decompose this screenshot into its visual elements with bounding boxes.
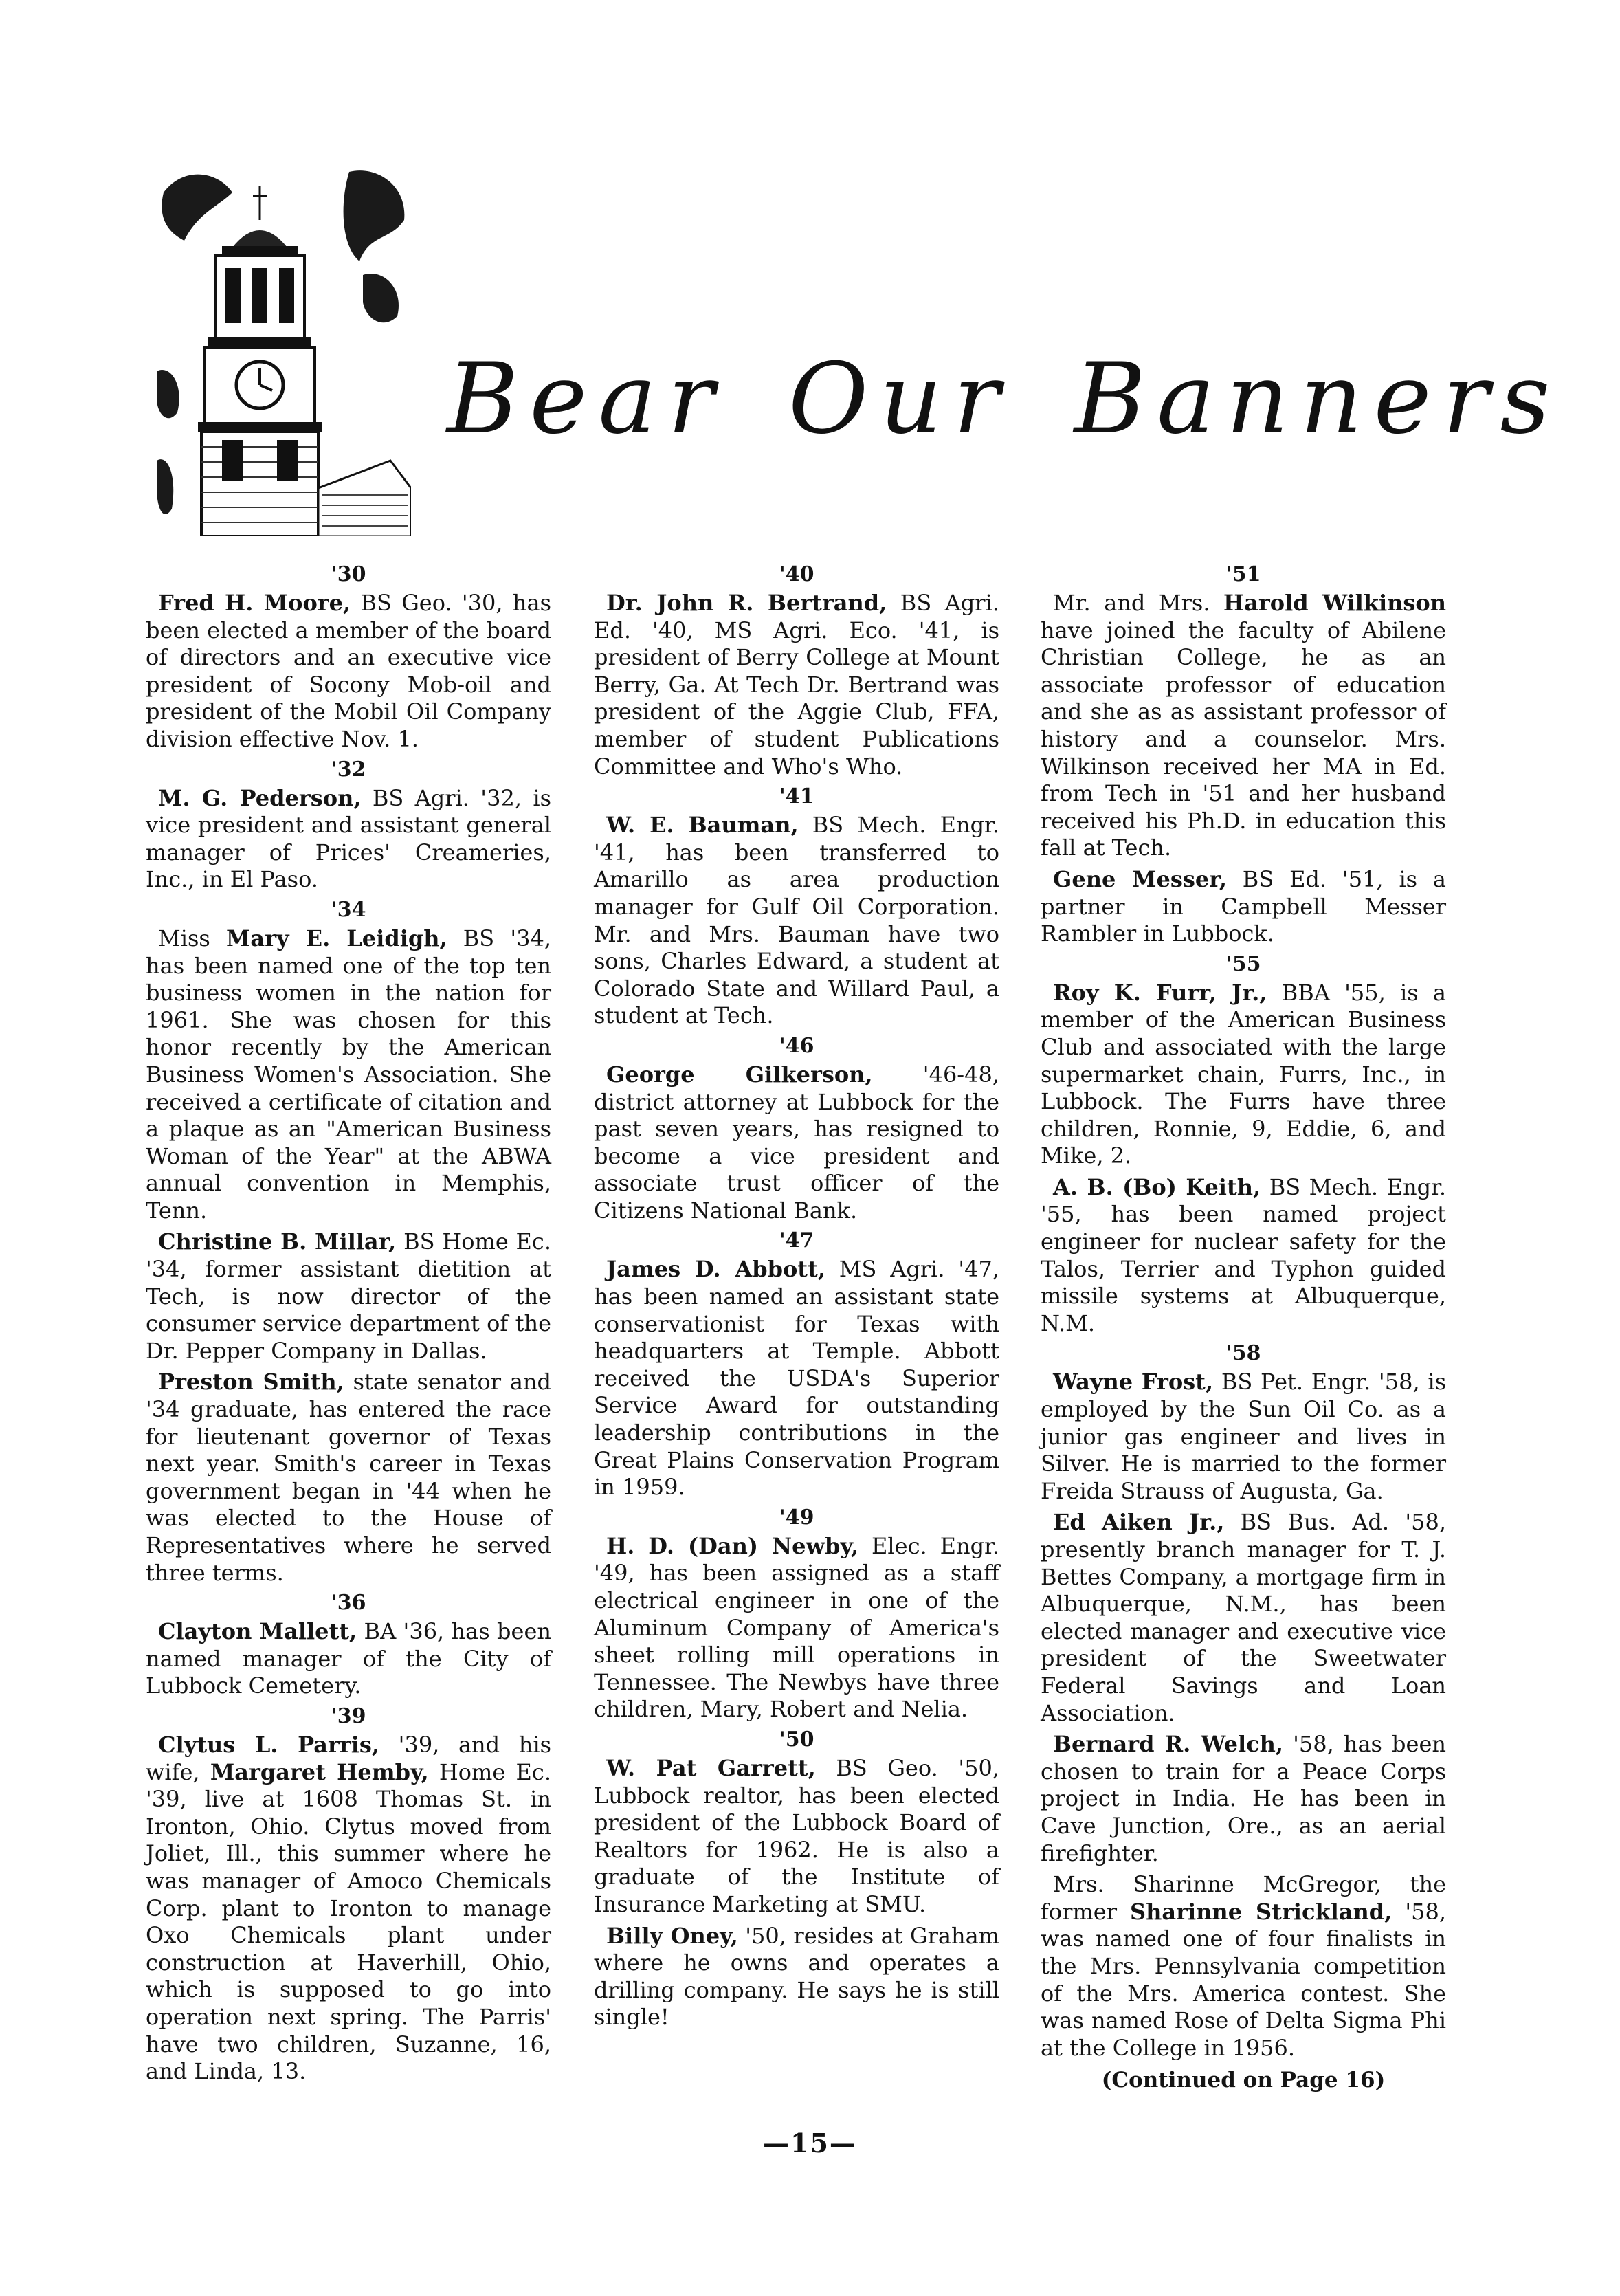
title-word-3: Banners: [1074, 342, 1562, 456]
class-year-heading: '46: [779, 1033, 814, 1058]
alumni-entry: [1041, 1509, 1446, 1727]
entry-text: BS Ed. '51, is a partner in Campbell Messer Rambler in Lubbock.: [1041, 865, 1447, 947]
entry-prefix: Mrs. Sharinne McGregor, the former: [1041, 1871, 1446, 1925]
entry-text: BS Agri. Ed. '40, MS Agri. Eco. '41, is president of Berry College at Mount Berry, Ga. At Tech Dr. Bertrand was president of the Aggie Club, FFA, member of student Publications Committee and Who's Who.: [594, 590, 1000, 780]
entry-text: BS Bus. Ad. '58, presently branch manager for T. J. Bettes Company, a mortgage firm in Albuquerque, N.M., has been elected manager and executive vice president of the Sweetwater Federal Savings and Loan Association.: [1041, 1509, 1447, 1726]
title-word-2: Our: [788, 342, 1011, 456]
class-year-heading: '49: [779, 1505, 814, 1530]
alumnus-name: A. B. (Bo) Keith,: [1053, 1173, 1261, 1200]
continued-note: (Continued on Page 16): [1101, 2068, 1386, 2093]
alumni-entry: [594, 1755, 999, 1919]
entry-text: have joined the faculty of Abilene Christian College, he as an associate professor of education and she as as assistant professor of history and a counselor. Mrs. Wilkinson received her MA in Ed. from Tech in '51 and her husband received his Ph.D. in education this fall at Tech.: [1041, 617, 1446, 861]
entry-text: BS Home Ec. '34, former assistant dietition at Tech, is now director of the consumer service department of the Dr. Pepper Company in Dallas.: [146, 1228, 551, 1364]
alumni-entry: [594, 590, 999, 780]
alumni-entry: [146, 1369, 551, 1587]
class-year-heading: '30: [331, 562, 366, 586]
entry-text: BA '36, has been named manager of the City of Lubbock Cemetery.: [146, 1618, 552, 1699]
entry-prefix: Miss: [158, 925, 226, 951]
entry-text: '39, and his wife,: [146, 1731, 551, 1785]
alumnus-name: H. D. (Dan) Newby,: [606, 1532, 859, 1559]
alumnus-name: Harold Wilkinson: [1223, 590, 1446, 616]
alumnus-name: Gene Messer,: [1053, 865, 1227, 892]
alumni-entry: [146, 925, 551, 1225]
clock-tower-illustration: [157, 165, 411, 536]
alumni-entry: [1041, 1871, 1446, 2062]
class-year-heading: '58: [1225, 1341, 1261, 1366]
alumnus-name: James D. Abbott,: [606, 1256, 825, 1283]
alumni-entry: [1041, 980, 1446, 1170]
alumnus-name: Billy Oney,: [606, 1922, 738, 1949]
entry-prefix: Mr. and Mrs.: [1053, 590, 1223, 616]
class-year-heading: '50: [779, 1727, 814, 1752]
entry-text: '50, resides at Graham where he owns and operates a drilling company. He says he is still single!: [594, 1922, 999, 2031]
entry-text: BS Geo. '50, Lubbock realtor, has been elected president of the Lubbock Board of Realtors for 1962. He is also a graduate of the Institute of Insurance Marketing at SMU.: [594, 1754, 1000, 1917]
alumni-entry: [1041, 590, 1446, 862]
alumni-entry: [594, 1256, 999, 1501]
alumni-entry: [594, 812, 999, 1030]
class-year-heading: '55: [1225, 951, 1261, 976]
alumnus-name: Preston Smith,: [158, 1369, 344, 1395]
alumni-entry: [146, 1732, 551, 2086]
class-year-heading: '47: [779, 1228, 814, 1253]
alumnus-name: Roy K. Furr, Jr.,: [1053, 979, 1267, 1006]
class-year-heading: '40: [779, 562, 814, 586]
section-title: [447, 342, 1562, 456]
entry-text: state senator and '34 graduate, has entered the race for lieutenant governor of Texas next year. Smith's career in Texas government began in '44 when he was elected to the House of Representatives where he served three terms.: [146, 1369, 552, 1586]
alumnus-name: W. E. Bauman,: [606, 812, 799, 839]
alumnus-name: Wayne Frost,: [1053, 1369, 1214, 1395]
entry-text: BS Pet. Engr. '58, is employed by the Sun Oil Co. as a junior gas engineer and lives in Silver. He is married to the former Freida Strauss of Augusta, Ga.: [1041, 1369, 1447, 1504]
entry-text: BS Mech. Engr. '41, has been transferred to Amarillo as area production manager for Gulf Oil Corporation. Mr. and Mrs. Bauman have two sons, Charles Edward, a student at Colorado State and Willard Paul, a student at Tech.: [594, 812, 1000, 1029]
column-1: [146, 558, 551, 2090]
alumnus-name: Sharinne Strickland,: [1130, 1898, 1392, 1925]
title-word-1: Bear: [447, 342, 725, 456]
entry-text: MS Agri. '47, has been named an assistant state conservationist for Texas with headquarters at Temple. Abbott received the USDA's Superior Service Award for outstanding leadership contributions in the Great Plains Conservation Program in 1959.: [594, 1256, 999, 1501]
entry-text: '46-48, district attorney at Lubbock for the past seven years, has resigned to become a vice president and associate trust officer of the Citizens National Bank.: [594, 1061, 1000, 1224]
alumni-entry: [1041, 866, 1446, 948]
alumni-entry: [146, 785, 551, 894]
alumnus-name: Dr. John R. Bertrand,: [606, 590, 887, 616]
alumnus-name: Clayton Mallett,: [158, 1618, 357, 1645]
class-year-heading: '32: [331, 757, 366, 782]
alumnus-name: Ed Aiken Jr.,: [1053, 1509, 1225, 1536]
alumni-entry: [594, 1533, 999, 1723]
alumnus-name: Margaret Hemby,: [210, 1758, 429, 1785]
alumnus-name: M. G. Pederson,: [158, 784, 362, 811]
alumni-entry: [146, 1228, 551, 1365]
entry-text: BS Agri. '32, is vice president and assistant general manager of Prices' Creameries, Inc., in El Paso.: [146, 784, 552, 893]
entry-text: BS '34, has been named one of the top ten business women in the nation for 1961. She was chosen for this honor recently by the American Business Women's Association. She received a certificate of citation and a plaque as an "American Business Woman of the Year" at the ABWA annual convention in Memphis, Tenn.: [146, 925, 551, 1224]
page-number: —15—: [763, 2128, 857, 2159]
entry-text: BBA '55, is a member of the American Business Club and associated with the large supermarket chain, Furrs, Inc., in Lubbock. The Furrs have three children, Ronnie, 9, Eddie, 6, and Mike, 2.: [1041, 979, 1446, 1169]
alumnus-name: George Gilkerson,: [606, 1061, 873, 1088]
alumnus-name: Christine B. Millar,: [158, 1228, 397, 1255]
alumnus-name: Bernard R. Welch,: [1053, 1731, 1284, 1758]
column-2: [594, 558, 999, 2035]
class-year-heading: '39: [331, 1703, 366, 1728]
class-year-heading: '36: [331, 1591, 366, 1615]
column-3: [1041, 558, 1446, 2095]
alumnus-name: W. Pat Garrett,: [606, 1754, 816, 1781]
alumnus-name: Mary E. Leidigh,: [225, 925, 447, 951]
alumni-entry: [146, 590, 551, 753]
entry-text: Home Ec. '39, live at 1608 Thomas St. in Ironton, Ohio. Clytus moved from Joliet, Ill., this summer where he was manager of Amoco Chemicals Corp. plant to Ironton to manage Oxo Chemicals plant under construction at Haverhill, Ohio, which is supposed to go into operation next spring. The Parris' have two children, Suzanne, 16, and Linda, 13.: [146, 1758, 552, 2085]
entry-text: Elec. Engr. '49, has been assigned as a staff electrical engineer in one of the Aluminum Company of America's sheet rolling mill operations in Tennessee. The Newbys have three children, Mary, Robert and Nelia.: [594, 1532, 1000, 1723]
alumni-entry: [594, 1061, 999, 1225]
entry-text: BS Geo. '30, has been elected a member of the board of directors and an executive vice president of Socony Mob-oil and president of the Mobil Oil Company division effective Nov. 1.: [146, 590, 552, 752]
alumni-entry: [146, 1618, 551, 1700]
alumnus-name: Clytus L. Parris,: [158, 1731, 380, 1758]
entry-text: '58, has been chosen to train for a Peace Corps project in India. He has been in Cave Junction, Ore., as an aerial firefighter.: [1041, 1731, 1447, 1866]
class-year-heading: '51: [1225, 562, 1261, 586]
alumni-entry: [594, 1923, 999, 2031]
alumni-entry: [1041, 1369, 1446, 1505]
class-year-heading: '34: [331, 897, 366, 922]
class-year-heading: '41: [779, 784, 814, 809]
alumni-entry: [1041, 1174, 1446, 1338]
alumni-entry: [1041, 1731, 1446, 1867]
alumnus-name: Fred H. Moore,: [158, 590, 351, 616]
entry-text: BS Mech. Engr. '55, has been named project engineer for nuclear safety for the Talos, Terrier and Typhon guided missile systems at Albuquerque, N.M.: [1041, 1173, 1447, 1336]
entry-text: '58, was named one of four finalists in the Mrs. Pennsylvania competition of the Mrs. America contest. She was named Rose of Delta Sigma Phi at the College in 1956.: [1041, 1898, 1447, 2061]
